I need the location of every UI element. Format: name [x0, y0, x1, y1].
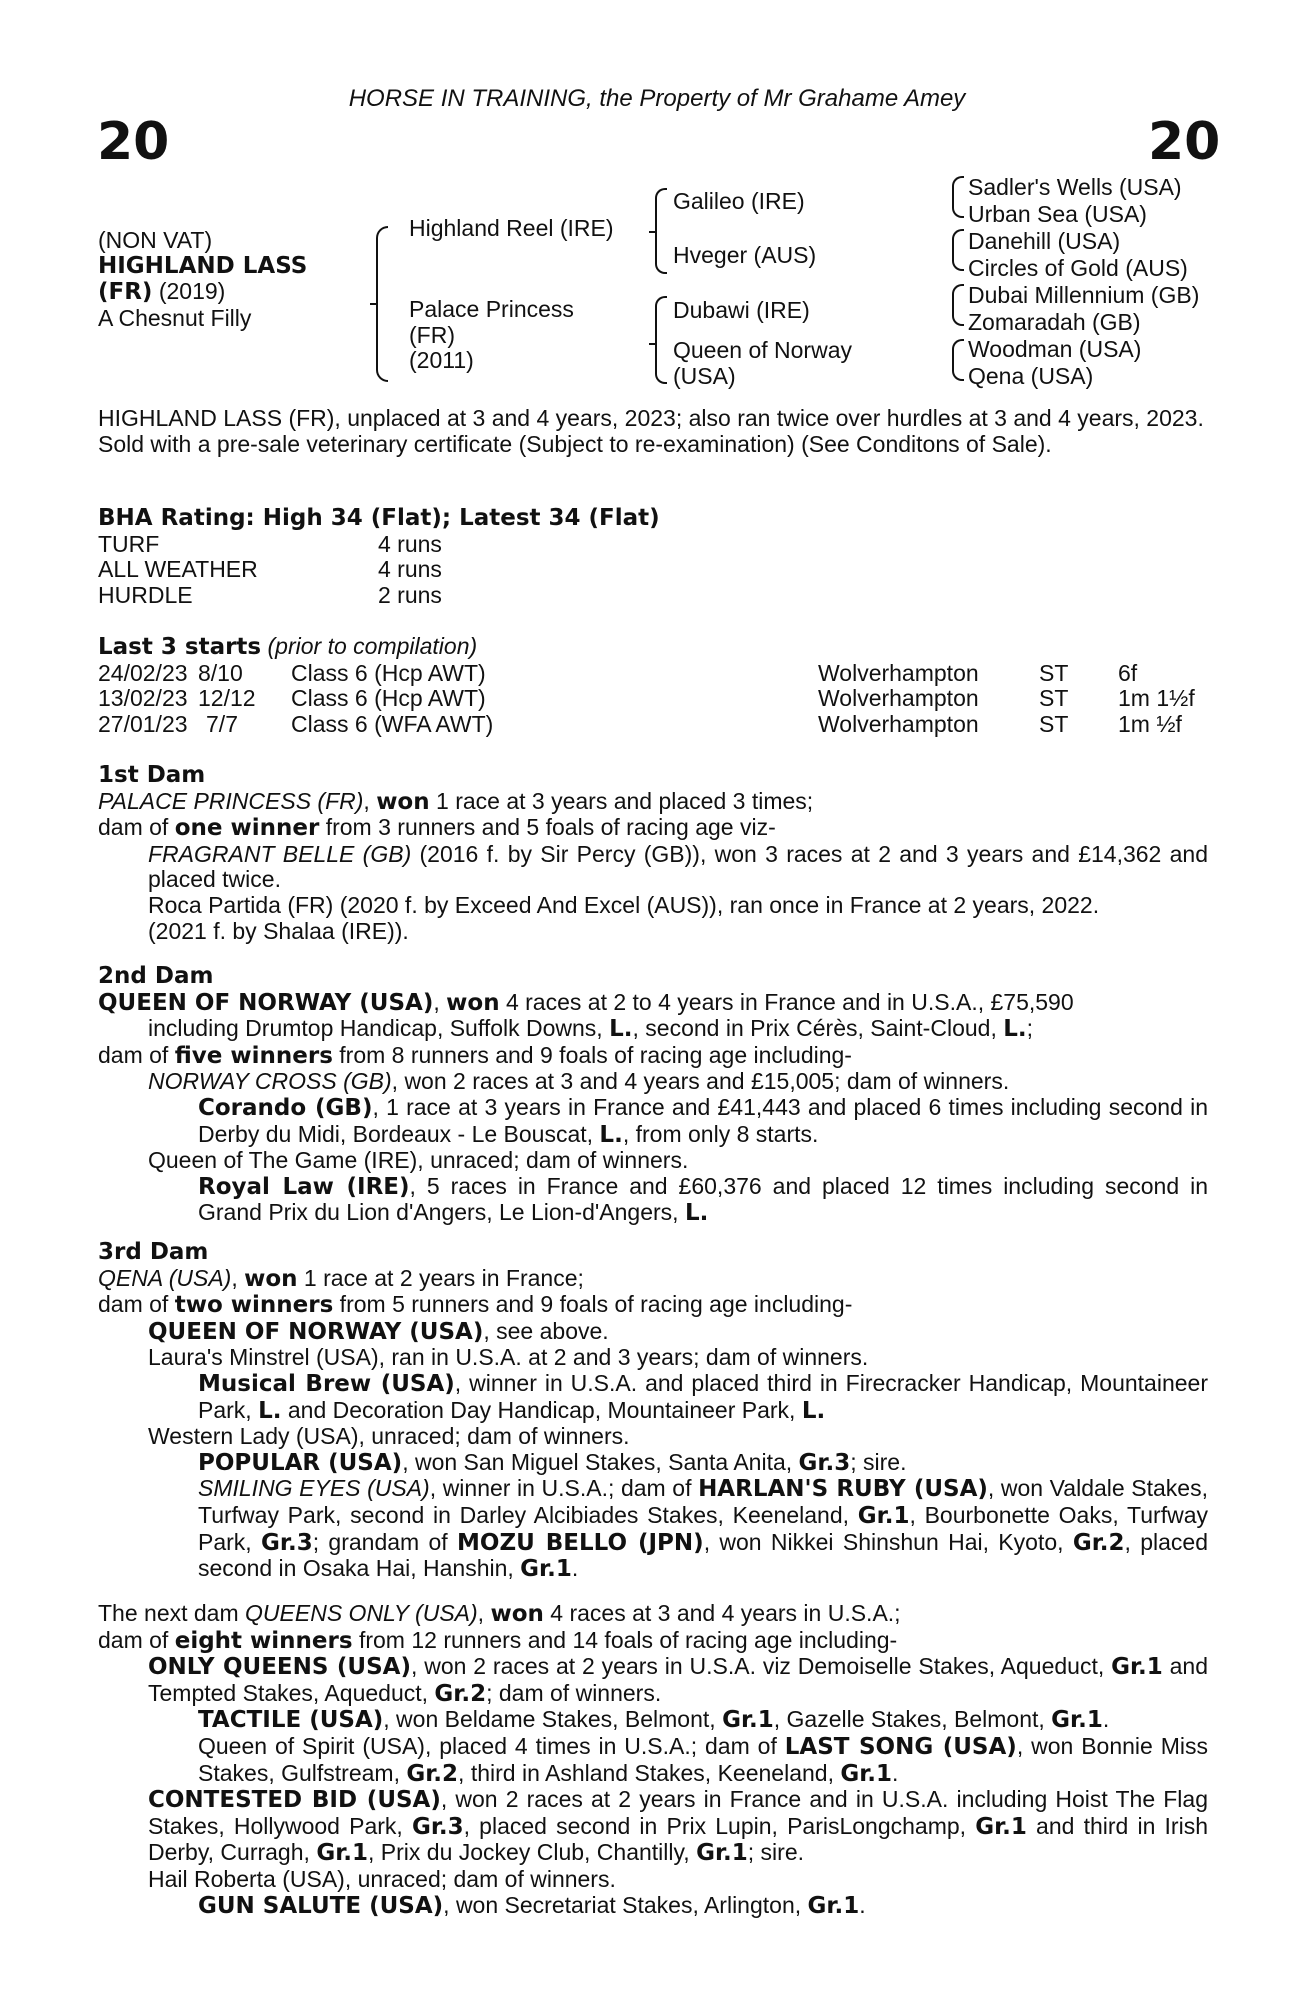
pedigree-great-grandparents [968, 175, 1199, 391]
text: , won San Miguel Stakes, Santa Anita, [402, 1448, 799, 1475]
next-dam-name: QUEENS ONLY (USA) [245, 1600, 478, 1626]
text: dam of [98, 1291, 175, 1318]
race-grade: Gr.2 [1072, 1529, 1125, 1556]
pedigree-brace-sire-tick [649, 231, 657, 233]
race-grade: Gr.1 [975, 1813, 1027, 1840]
race-grade: Gr.1 [840, 1760, 893, 1787]
start-distance: 1m ½f [1118, 710, 1182, 737]
race-grade: L. [599, 1121, 623, 1148]
text: ; grandam of [312, 1528, 458, 1555]
pedigree-brace-dam-bottom [655, 344, 667, 384]
text: , second in Prix Cérès, Saint-Cloud, [632, 1015, 1004, 1042]
winner-count: eight winners [174, 1627, 353, 1654]
pedigree-brace-g3-top [952, 284, 964, 306]
text: , placed second in Osaka Hai, Hanshin, [198, 1528, 1209, 1582]
text: dam of [98, 1041, 175, 1068]
progeny-name: Royal Law (IRE) [198, 1173, 410, 1200]
racing-summary: HIGHLAND LASS (FR), unplaced at 3 and 4 years, 2023; also ran twice over hurdles at 3 and 4 years, 2023. Sold with a pre-sale veterinary certificate (Subject to re-examination) (See Conditons of Sale). [98, 405, 1204, 457]
pedigree-sire: Highland Reel (IRE) [409, 215, 614, 241]
lot-number-right: 20 [1148, 112, 1221, 172]
race-grade: Gr.2 [406, 1760, 459, 1787]
progeny-name: TACTILE (USA) [198, 1707, 384, 1734]
rating-row-all-weather [98, 557, 1208, 583]
pedigree-brace-g3-bottom [952, 304, 964, 326]
start-class: Class 6 (Hcp AWT) [291, 685, 486, 712]
start-going: ST [1039, 685, 1069, 712]
race-grade: Gr.1 [696, 1840, 748, 1867]
text: Queen of Spirit (USA), placed 4 times in U.S.A.; dam of [198, 1732, 785, 1759]
text: from 5 runners and 9 foals of racing age including- [333, 1291, 853, 1318]
text: . [859, 1891, 866, 1918]
lot-number-left: 20 [97, 112, 170, 172]
pedigree-gg-6: Zomaradah (GB) [968, 309, 1141, 335]
text: ; [1026, 1015, 1034, 1042]
pedigree-granddam-1: Hveger (AUS) [673, 242, 817, 268]
progeny-name: QUEEN OF NORWAY (USA) [148, 1318, 484, 1345]
text: ; dam of winners. [486, 1679, 662, 1706]
pedigree-granddam-2 [673, 338, 852, 389]
pedigree-gg-4: Circles of Gold (AUS) [968, 255, 1188, 281]
progeny-name: ONLY QUEENS (USA) [148, 1654, 411, 1681]
progeny-record: Hail Roberta (USA), unraced; dam of winners. [148, 1865, 616, 1892]
catalogue-title: HORSE IN TRAINING, the Property of Mr Grahame Amey [348, 85, 966, 112]
rating-row-hurdle [98, 583, 1208, 609]
pedigree-grandsire-2: Dubawi (IRE) [673, 297, 810, 323]
pedigree-granddam-2-name: Queen of Norway [673, 337, 852, 363]
first-dam-section: 1st Dam PALACE PRINCESS (FR), won 1 race at 3 years and placed 3 times; dam of one winner from 3 runners and 5 foals of racing age viz- FRAGRANT BELLE (GB) (2016 f. by Sir Percy (GB)), won 3 races at 2 and 3 years and £14,362 and placed twice. Roca Partida (FR) (2020 f. by Exceed And Excel (AUS)), ran once in France at 2 years, 2022. (2021 f. by Shalaa (IRE)). [98, 762, 1208, 944]
text: The next dam [98, 1600, 246, 1626]
text: 1 race at 2 years in France; [297, 1264, 584, 1291]
pedigree-brace-main-bottom [376, 304, 388, 382]
horse-name: HIGHLAND LASS [98, 252, 308, 279]
pedigree-brace-g4-top [952, 339, 964, 361]
text: , third in Ashland Stakes, Keeneland, [458, 1759, 841, 1786]
text: , Gazelle Stakes, Belmont, [773, 1706, 1052, 1733]
text: and Tempted Stakes, Aqueduct, [148, 1653, 1209, 1706]
start-date: 24/02/23 [98, 659, 188, 686]
text: from 12 runners and 14 foals of racing age including- [352, 1626, 898, 1653]
pedigree-brace-dam-top [655, 296, 667, 346]
start-class: Class 6 (WFA AWT) [291, 710, 494, 737]
pedigree-dam [409, 297, 574, 374]
text: ; sire. [747, 1839, 805, 1866]
start-course: Wolverhampton [818, 659, 979, 686]
race-grade: Gr.3 [261, 1529, 313, 1556]
progeny-record: , 5 races in France and £60,376 and placed 12 times including second in Grand Prix du Lion d'Angers, Le Lion-d'Angers, [198, 1172, 1208, 1226]
rating-label: HURDLE [98, 581, 193, 608]
vat-status: (NON VAT) [98, 227, 213, 253]
text: from 3 runners and 5 foals of racing age viz- [319, 814, 776, 841]
progeny-name: LAST SONG (USA) [784, 1733, 1017, 1760]
start-distance: 6f [1118, 659, 1138, 686]
next-dam-section [98, 1601, 1208, 1919]
pedigree-gg-8: Qena (USA) [968, 363, 1094, 389]
winner-count: five winners [174, 1042, 333, 1069]
text: , from only 8 starts. [622, 1120, 819, 1147]
progeny-name: CONTESTED BID (USA) [148, 1787, 441, 1814]
horse-description: A Chesnut Filly [98, 304, 252, 331]
race-grade: Gr.3 [798, 1449, 851, 1476]
second-dam-section: 2nd Dam QUEEN OF NORWAY (USA), won 4 races at 2 to 4 years in France and in U.S.A., £75,590 including Drumtop Handicap, Suffolk Downs, L., second in Prix Cérès, Saint-Cloud, L.; dam of five winners from 8 runners and 9 foals of racing age including- NORWAY CROSS (GB), won 2 races at 3 and 4 years and £15,005; dam of winners. Corando (GB), 1 race at 3 years in France and £41,443 and placed 6 times including second in Derby du Midi, Bordeaux - Le Bouscat, L., from only 8 starts. Queen of The Game (IRE), unraced; dam of winners. Royal Law (IRE), 5 races in France and £60,376 and placed 12 times including second in Grand Prix du Lion d'Angers, Le Lion-d'Angers, L. [98, 963, 1208, 1227]
text: . [571, 1555, 579, 1582]
progeny-2: Roca Partida (FR) (2020 f. by Exceed And Excel (AUS)), ran once in France at 2 years, 2022. [148, 891, 1100, 918]
third-dam-name: QENA (USA) [98, 1264, 232, 1291]
race-grade: Gr.1 [857, 1502, 910, 1529]
start-position: 7/7 [206, 710, 238, 737]
text: , won 2 races at 2 years in U.S.A. viz Demoiselle Stakes, Aqueduct, [411, 1653, 1112, 1680]
progeny-3: (2021 f. by Shalaa (IRE)). [148, 917, 409, 944]
text: , see above. [483, 1317, 609, 1344]
pedigree-brace-g1-bottom [952, 196, 964, 218]
progeny-name: NORWAY CROSS (GB) [148, 1068, 392, 1095]
horse-year: (2019) [152, 278, 226, 305]
start-going: ST [1039, 710, 1069, 737]
winner-count: one winner [174, 815, 320, 842]
start-date: 27/01/23 [98, 710, 188, 737]
rating-label: ALL WEATHER [98, 556, 258, 583]
pedigree-brace-sire-top [655, 188, 667, 234]
start-row [98, 712, 1208, 738]
pedigree-brace-main-top [376, 226, 388, 306]
text: , won Bonnie Miss Stakes, Gulfstream, [198, 1732, 1208, 1786]
progeny-record: , won 2 races at 3 and 4 years and £15,005; dam of winners. [391, 1068, 1010, 1095]
start-class: Class 6 (Hcp AWT) [291, 659, 486, 686]
pedigree-brace-g1-top [952, 176, 964, 198]
race-grade: Gr.3 [411, 1813, 464, 1840]
race-grade: Gr.1 [1051, 1707, 1103, 1734]
second-dam-heading: 2nd Dam [98, 963, 214, 989]
won-label: won [244, 1265, 298, 1292]
progeny-name: FRAGRANT BELLE (GB) [148, 840, 412, 867]
rating-value: 4 runs [378, 530, 442, 557]
start-date: 13/02/23 [98, 685, 188, 712]
text: 4 races at 2 to 4 years in France and in U.S.A., £75,590 [499, 988, 1074, 1015]
pedigree-gg-2: Urban Sea (USA) [968, 201, 1147, 227]
text: , [477, 1600, 491, 1626]
first-dam-record: 1 race at 3 years and placed 3 times; [429, 787, 814, 814]
text: from 8 runners and 9 foals of racing age including- [332, 1041, 852, 1068]
start-going: ST [1039, 659, 1069, 686]
pedigree-brace-sire-bottom [655, 232, 667, 274]
text: . [1102, 1706, 1110, 1733]
progeny-name: Musical Brew (USA) [198, 1370, 455, 1397]
text: including Drumtop Handicap, Suffolk Downs, [148, 1015, 610, 1042]
third-dam-section: 3rd Dam QENA (USA), won 1 race at 2 years in France; dam of two winners from 5 runners and 9 foals of racing age including- QUEEN OF NORWAY (USA), see above. Laura's Minstrel (USA), ran in U.S.A. at 2 and 3 years; dam of winners. Musical Brew (USA), winner in U.S.A. and placed third in Firecracker Handicap, Mountaineer Park, L. and Decoration Day Handicap, Mountaineer Park, L. Western Lady (USA), unraced; dam of winners. POPULAR (USA), won San Miguel Stakes, Santa Anita, Gr.3; sire. SMILING EYES (USA), winner in U.S.A.; dam of HARLAN'S RUBY (USA), won Valdale Stakes, Turfway Park, second in Darley Alcibiades Stakes, Keeneland, Gr.1, Bourbonette Oaks, Turfway Park, Gr.3; grandam of MOZU BELLO (JPN), won Nikkei Shinshun Hai, Kyoto, Gr.2, placed second in Osaka Hai, Hanshin, Gr.1. [98, 1239, 1209, 1583]
pedigree-gg-5: Dubai Millennium (GB) [968, 282, 1200, 308]
pedigree-dam-year: (2011) [409, 347, 474, 374]
last-starts-note: (prior to compilation) [261, 633, 478, 659]
pedigree-gg-7: Woodman (USA) [968, 336, 1142, 362]
winner-count: two winners [174, 1292, 334, 1319]
text: , won Secretariat Stakes, Arlington, [443, 1891, 808, 1918]
race-grade: Gr.1 [316, 1840, 368, 1867]
text: , winner in U.S.A.; dam of [429, 1475, 699, 1502]
progeny-name: GUN SALUTE (USA) [198, 1892, 444, 1919]
start-row [98, 661, 1208, 687]
text: ; sire. [850, 1448, 907, 1475]
pedigree-brace-g2-bottom [952, 249, 964, 271]
race-grade: L. [684, 1200, 709, 1227]
progeny-name: POPULAR (USA) [198, 1449, 403, 1476]
start-position: 8/10 [198, 659, 243, 686]
pedigree-brace-g4-bottom [952, 359, 964, 381]
race-grade: L. [258, 1397, 282, 1424]
pedigree-granddam-2-country: (USA) [673, 362, 736, 389]
pedigree-brace-g2-top [952, 229, 964, 251]
progeny-name: SMILING EYES (USA) [198, 1475, 430, 1502]
race-grade: L. [1003, 1016, 1027, 1043]
progeny-name: MOZU BELLO (JPN) [457, 1529, 704, 1556]
progeny-1 [98, 842, 1208, 893]
start-course: Wolverhampton [818, 710, 979, 737]
text: 4 races at 3 and 4 years in U.S.A.; [543, 1600, 901, 1626]
bha-rating-section [98, 506, 1208, 608]
start-position: 12/12 [198, 685, 256, 712]
pedigree-gg-1: Sadler's Wells (USA) [968, 174, 1182, 200]
race-grade: Gr.1 [807, 1892, 860, 1919]
last-starts-heading: Last 3 starts [98, 634, 262, 660]
text: , won Valdale Stakes, Turfway Park, second in Darley Alcibiades Stakes, Keeneland, [198, 1475, 1208, 1528]
last-starts-section [98, 634, 1208, 737]
progeny-record: , 1 race at 3 years in France and £41,443 and placed 6 times including second in Derby du Midi, Bordeaux - Le Bouscat, [198, 1093, 1208, 1147]
progeny-record: (2016 f. by Sir Percy (GB)), won 3 races at 2 and 3 years and £14,362 and placed twice. [148, 840, 1208, 893]
text: , won Beldame Stakes, Belmont, [383, 1706, 723, 1733]
progeny-record: , winner in U.S.A. and placed third in Firecracker Handicap, Mountaineer Park, [198, 1369, 1208, 1423]
won-label: won [446, 989, 500, 1016]
won-label: won [376, 788, 430, 815]
rating-row-turf [98, 532, 1208, 558]
text: dam of [98, 814, 175, 841]
text: , Bourbonette Oaks, Turfway Park, [198, 1501, 1208, 1555]
rating-value: 4 runs [378, 556, 442, 583]
text: and Decoration Day Handicap, Mountaineer Park, [281, 1396, 802, 1423]
first-dam-name: PALACE PRINCESS (FR) [98, 787, 364, 814]
pedigree-brace-dam-tick [649, 343, 657, 345]
pedigree-dam-name: Palace Princess [409, 296, 574, 322]
text: , won Nikkei Shinshun Hai, Kyoto, [703, 1528, 1073, 1555]
rating-value: 2 runs [378, 581, 442, 608]
pedigree-brace-main-tick [370, 303, 378, 305]
text: , Prix du Jockey Club, Chantilly, [368, 1839, 697, 1866]
rating-label: TURF [98, 530, 160, 557]
progeny-record: Queen of The Game (IRE), unraced; dam of winners. [148, 1147, 689, 1174]
progeny-record: Laura's Minstrel (USA), ran in U.S.A. at 2 and 3 years; dam of winners. [148, 1344, 869, 1371]
pedigree-gg-3: Danehill (USA) [968, 228, 1121, 254]
horse-identity [98, 228, 307, 331]
progeny-name: Corando (GB) [198, 1094, 373, 1121]
first-dam-heading: 1st Dam [98, 762, 206, 788]
text: , won 2 races at 2 years in France and in U.S.A. including Hoist The Flag Stakes, Hollywood Park, [148, 1786, 1208, 1839]
start-distance: 1m 1½f [1118, 685, 1195, 712]
won-label: won [490, 1601, 544, 1627]
race-grade: Gr.1 [1111, 1654, 1163, 1681]
race-grade: L. [801, 1397, 826, 1424]
text: dam of [98, 1626, 175, 1653]
text: and third in Irish Derby, Curragh, [148, 1812, 1208, 1866]
pedigree-grandsire-1: Galileo (IRE) [673, 188, 805, 214]
bha-rating-heading: BHA Rating: High 34 (Flat); Latest 34 (Flat) [98, 505, 660, 531]
race-grade: Gr.1 [722, 1707, 774, 1734]
race-grade: L. [609, 1016, 633, 1043]
third-dam-heading: 3rd Dam [98, 1239, 209, 1265]
text: , placed second in Prix Lupin, ParisLongchamp, [463, 1812, 976, 1839]
race-grade: Gr.2 [434, 1680, 487, 1707]
start-course: Wolverhampton [818, 685, 979, 712]
race-grade: Gr.1 [520, 1556, 572, 1583]
progeny-record: Western Lady (USA), unraced; dam of winners. [148, 1423, 630, 1450]
text: . [892, 1759, 899, 1786]
pedigree-dam-country: (FR) [409, 321, 455, 348]
second-dam-name: QUEEN OF NORWAY (USA) [98, 989, 434, 1016]
start-row [98, 686, 1208, 712]
horse-country: (FR) [98, 279, 153, 306]
progeny-name: HARLAN'S RUBY (USA) [698, 1476, 988, 1503]
